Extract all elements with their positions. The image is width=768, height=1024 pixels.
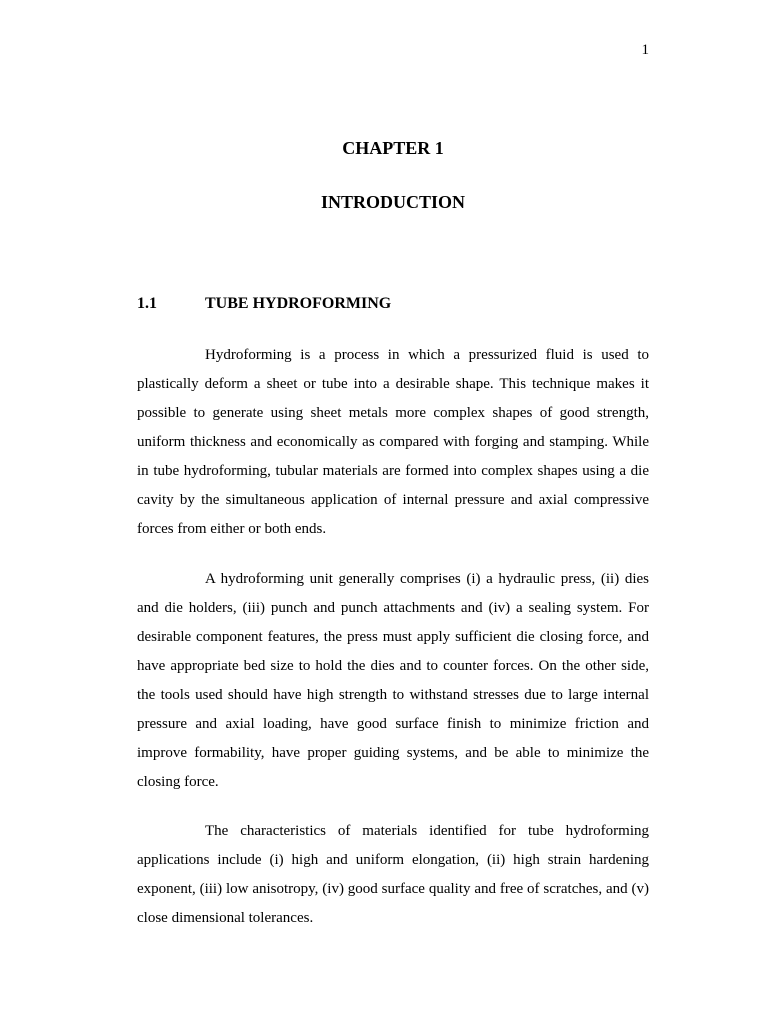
- chapter-title: INTRODUCTION: [320, 192, 466, 212]
- paragraph: Hydroforming is a process in which a pressurized fluid is used to plastically deform a sheet or tube into a desirable shape. This technique makes it possible to generate using sheet metals more complex shapes of good strength, uniform thickness and economically as compared with forging and stamping. While in tube hydroforming, tubular materials are formed into complex shapes using a die cavity by the simultaneous application of internal pressure and axial compressive forces from either or both ends.: [137, 347, 649, 537]
- paragraph-block: [137, 565, 649, 797]
- paragraph: A hydroforming unit generally comprises (i) a hydraulic press, (ii) dies and die holders, (iii) punch and punch attachments and (iv) a sealing system. For desirable component features, the press must apply sufficient die closing force, and have appropriate bed size to hold the dies and to counter forces. On the other side, the tools used should have high strength to withstand stresses due to large internal pressure and axial loading, have good surface finish to minimize friction and improve formability, have proper guiding systems, and be able to minimize the closing force.: [137, 571, 649, 790]
- page-number: 1: [641, 42, 649, 58]
- section-title: TUBE HYDROFORMING: [205, 295, 392, 312]
- paragraph-block: [137, 341, 649, 544]
- section-number: 1.1: [137, 295, 157, 312]
- paragraph-block: [137, 817, 649, 933]
- paragraph: The characteristics of materials identified for tube hydroforming applications include (i) high and uniform elongation, (ii) high strain hardening exponent, (iii) low anisotropy, (iv) good surface quality and free of scratches, and (v) close dimensional tolerances.: [137, 823, 649, 926]
- section-heading: [137, 295, 391, 313]
- chapter-label: CHAPTER 1: [342, 138, 444, 158]
